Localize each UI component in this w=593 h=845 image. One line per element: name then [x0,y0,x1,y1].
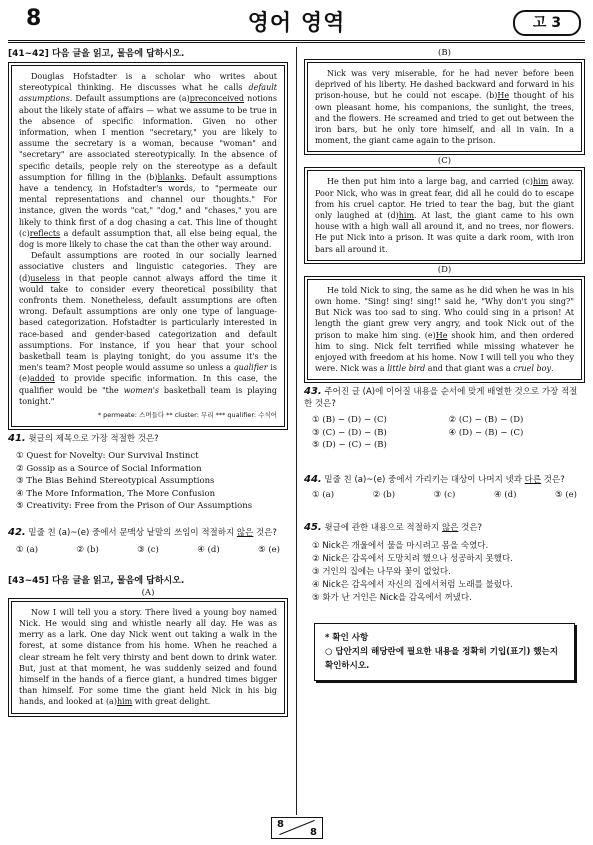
option-45-2[interactable]: ② Nick은 감옥에서 도망치려 했으나 성공하지 못했다. [312,553,513,564]
page-number: 8 [26,6,42,31]
question-45: 45. 윗글에 관한 내용으로 적절하지 않은 것은? [304,521,483,533]
footer-total: 8 [310,827,317,838]
passage-label-d: (D) [437,264,452,275]
passage-a: Now I will tell you a story. There lived a young boy named Nick. He would sing and whistle nearly all day. He was as merry as a lark. One day Nick went out taking a walk in the forest, at some distance from his home. When he reached a clear stream he felt very thirsty and bent down to drink water. But, just at that moment, he was suddenly seized and found himself in the hands of a fierce giant, a hundred times bigger than himself. For some time the giant held Nick in his big hands, and looked at (a)him with great delight. [11,601,285,714]
option-41-5[interactable]: ⑤ Creativity: Free from the Prison of Our Assumptions [16,501,253,512]
footer-page: 8 [277,819,284,830]
page-footer [271,817,323,839]
option-43-2[interactable]: ② (C) − (B) − (D) [448,415,524,426]
footnote: * permeate: 스며들다 ** cluster: 무리 *** qualifier: 수식어 [97,411,277,420]
passage-label-b: (B) [438,48,451,58]
header-rule [8,40,585,43]
passage-41-42 [11,65,285,427]
option-44-1[interactable]: ① (a) [312,489,335,500]
notice-box [314,623,575,681]
option-42-1[interactable]: ① (a) [16,544,39,555]
question-41: 41. 윗글의 제목으로 가장 적절한 것은? [8,433,159,445]
question-44: 44. 밑줄 친 (a)~(e) 중에서 가리키는 대상이 나머지 넷과 다른 것은? [304,473,565,485]
option-43-1[interactable]: ① (B) − (D) − (C) [312,415,387,426]
grade-badge: 고 3 [513,10,581,36]
instruction-41-42: [41~42] 다음 글을 읽고, 물음에 답하시오. [8,49,185,59]
passage-c: He then put him into a large bag, and carried (c)him away. Poor Nick, who was in great fear, did all he could do to escape from his cruel captor. He tried to tear the bag, but the giant only laughed at (d)him. At last, the giant came to his own house with a high wall all around it, and no trees, nor flowers. He put Nick into a prison. It was quite a dark room, with iron bars all around it. [307,170,582,260]
option-44-5[interactable]: ⑤ (e) [555,489,577,500]
passage-label-c: (C) [437,156,452,167]
option-45-5[interactable]: ⑤ 화가 난 거인은 Nick을 감옥에서 꺼냈다. [312,592,472,603]
question-43: 43. 주어진 글 (A)에 이어질 내용을 순서에 맞게 배열한 것으로 가장 적절한 것은? [304,386,578,410]
right-column [304,46,585,681]
option-44-3[interactable]: ③ (c) [433,489,456,500]
option-44-4[interactable]: ④ (d) [493,489,517,500]
option-42-3[interactable]: ③ (c) [137,544,159,555]
passage-paragraph-1: Douglas Hofstadter is a scholar who writes about stereotypical thinking. He discusses what he calls default assumptions. Default assumptions are (a)preconceived notions about the likely state of affairs — what we assume to be true in the absence of specific information. Given no other information, when I mention "secretary," you are likely to assume the secretary is a woman, because "woman" and "secretary" are associated stereotypically. In the absence of specific details, people rely on the stereotype as a default assumption for filling in the (b)blanks. Default assumptions have a tendency, in Hofstadter's words, to "permeate our mental representations and channel our thoughts." For instance, given the words "cat," "dog," and "chases," you are likely to think first of a dog chasing a cat. This line of thought (c)reflects a default assumption that, all else being equal, the dog is more likely to chase the cat than the other way around. [19,72,278,250]
option-41-2[interactable]: ② Gossip as a Source of Social Information [16,463,202,474]
column-divider [296,47,297,815]
option-43-4[interactable]: ④ (D) − (B) − (C) [448,427,524,438]
left-column [8,46,288,718]
option-43-3[interactable]: ③ (C) − (D) − (B) [312,427,387,438]
instruction-43-45: [43~45] 다음 글을 읽고, 물음에 답하시오. [8,575,185,586]
option-43-5[interactable]: ⑤ (D) − (C) − (B) [312,440,387,451]
option-41-3[interactable]: ③ The Bias Behind Stereotypical Assumptions [16,476,215,487]
notice-text: ○ 답안지의 해당란에 필요한 내용을 정확히 기입(표기) 했는지 확인하시오. [325,646,558,671]
passage-label-a: (A) [141,587,155,598]
option-42-5[interactable]: ⑤ (e) [258,544,280,555]
passage-paragraph-2: Default assumptions are rooted in our socially learned associative clusters and linguistic categories. They are (d)useless in that people cannot always afford the time it would take to consider every theoretical possibility that confronts them. Nonetheless, default assumptions are often wrong. Default assumptions are only one type of language-based categorization. Hofstadter is particularly interested in race-based and gender-based categorization and default assumptions. For instance, if you hear that your school basketball team is playing tonight, do you assume it's the men's team? Most people would assume so unless a qualifier is (e)added to provide specific information. In this case, the qualifier would be "the women's basketball team is playing tonight." [19,251,277,406]
option-42-2[interactable]: ② (b) [76,544,99,555]
option-41-4[interactable]: ④ The More Information, The More Confusion [16,488,216,499]
question-42: 42. 밑줄 친 (a)~(e) 중에서 문맥상 낱말의 쓰임이 적절하지 않은 것은? [8,526,277,538]
option-44-2[interactable]: ② (b) [372,489,396,500]
exam-title: 영어 영역 [247,11,346,36]
notice-title: * 확인 사항 [325,632,369,643]
passage-b: Nick was very miserable, for he had never before been deprived of his liberty. He dashed backward and forward in his prison-house, but he could not escape. (b)He thought of his own pleasant home, his companions, the sunlight, the trees, and the flowers. He screamed and tried to get out between the iron bars, but he only tore himself, and all in vain. In a moment, the giant came again to the prison. [307,62,582,152]
option-45-4[interactable]: ④ Nick은 감옥에서 자신의 집에서처럼 노래를 불렀다. [312,579,513,590]
passage-d: He told Nick to sing, the same as he did when he was in his own home. "Sing! sing! sing!" said he, "Why don't you sing?" But Nick was too sad to sing. Who could sing in a prison! At length the giant grew very angry, and took Nick out of the prison to make him sing. (e)He shook him, and then ordered him to sing. Nick felt terrified while missing whatever he enjoyed with freedom at his home. Now I will tell you who they were. Nick was a little bird and that giant was a cruel boy. [307,279,582,381]
option-41-1[interactable]: ① Quest for Novelty: Our Survival Instinct [16,451,199,462]
option-45-3[interactable]: ③ 거인의 집에는 나무와 꽃이 없었다. [312,566,451,577]
option-42-4[interactable]: ④ (d) [197,544,220,555]
option-45-1[interactable]: ① Nick은 개울에서 물을 마시려고 몸을 숙였다. [312,540,489,551]
